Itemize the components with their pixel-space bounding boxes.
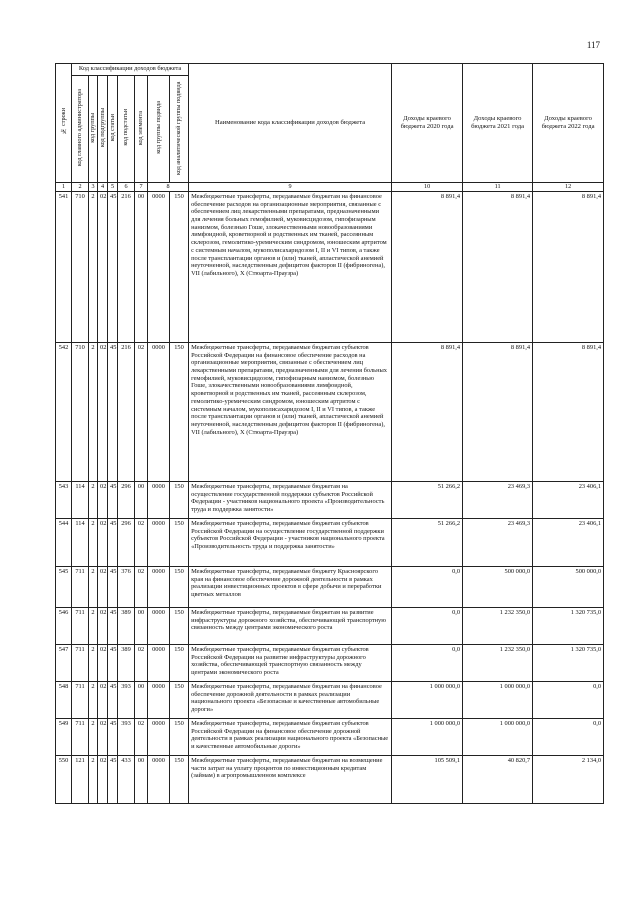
column-number-row [56, 183, 604, 192]
table-row [56, 608, 604, 645]
income-2021-cell: 40 820,7 [463, 756, 533, 804]
row-number-cell: 541 [56, 192, 72, 343]
group-code-cell: 2 [89, 682, 98, 719]
income-2021-cell: 500 000,0 [463, 567, 533, 608]
income-name-cell: Межбюджетные трансферты, передаваемые бюджету Красноярского края на финансовое обеспечение дорожной деятельности в рамках реализации инвестиционных проектов в сфере добычи и переработки цветных металлов [189, 567, 392, 608]
income-2020-cell: 105 509,1 [392, 756, 463, 804]
analytic-group-code-cell: 150 [170, 608, 189, 645]
income-name-cell: Межбюджетные трансферты, передаваемые бюджетам субъектов Российской Федерации на финансовое обеспечение дорожной деятельности в рамках реализации национального проекта «Безопасные и качественные автомобильные дороги» [189, 719, 392, 756]
group-code-cell: 2 [89, 482, 98, 519]
subarticle-code-cell: 376 [118, 567, 135, 608]
subtype-group-code-cell: 0000 [148, 645, 170, 682]
income-2022-cell: 2 134,0 [533, 756, 604, 804]
element-code-cell: 02 [135, 343, 148, 482]
income-2022-cell: 23 406,1 [533, 519, 604, 567]
analytic-group-code-header: код аналитической группы подвида [170, 76, 189, 183]
subtype-group-code-cell: 0000 [148, 343, 170, 482]
admin-code-cell: 114 [72, 519, 89, 567]
article-code-cell: 45 [108, 343, 118, 482]
income-2021-cell: 1 000 000,0 [463, 719, 533, 756]
column-number: 3 [89, 183, 98, 192]
article-code-cell: 45 [108, 567, 118, 608]
column-number: 12 [533, 183, 604, 192]
subgroup-code-header: код подгруппы [98, 76, 108, 183]
analytic-group-code-cell: 150 [170, 343, 189, 482]
subtype-group-code-cell: 0000 [148, 482, 170, 519]
income-2021-cell: 8 891,4 [463, 343, 533, 482]
element-code-cell: 00 [135, 608, 148, 645]
subtype-group-code-cell: 0000 [148, 567, 170, 608]
column-number: 1 [56, 183, 72, 192]
column-number: 9 [189, 183, 392, 192]
column-number: 10 [392, 183, 463, 192]
column-number: 7 [135, 183, 148, 192]
element-code-header: код элемента [135, 76, 148, 183]
group-code-cell: 2 [89, 567, 98, 608]
table-row [56, 192, 604, 343]
income-2020-cell: 0,0 [392, 645, 463, 682]
analytic-group-code-cell: 150 [170, 719, 189, 756]
admin-code-cell: 710 [72, 192, 89, 343]
subtype-group-code-cell: 0000 [148, 519, 170, 567]
income-2022-cell: 1 320 735,0 [533, 608, 604, 645]
income-2022-cell: 0,0 [533, 719, 604, 756]
element-code-cell: 02 [135, 519, 148, 567]
subgroup-code-cell: 02 [98, 519, 108, 567]
table-row [56, 756, 604, 804]
header-row-group [56, 64, 604, 76]
subarticle-code-cell: 393 [118, 719, 135, 756]
admin-code-cell: 114 [72, 482, 89, 519]
income-name-cell: Межбюджетные трансферты, передаваемые бюджетам на финансовое обеспечение дорожной деятельности в рамках реализации национального проекта «Безопасные и качественные автомобильные дороги» [189, 682, 392, 719]
article-code-cell: 45 [108, 519, 118, 567]
analytic-group-code-cell: 150 [170, 645, 189, 682]
income-2022-cell: 1 320 735,0 [533, 645, 604, 682]
subgroup-code-cell: 02 [98, 343, 108, 482]
table-body [56, 192, 604, 804]
column-number: 6 [118, 183, 135, 192]
subgroup-code-cell: 02 [98, 482, 108, 519]
analytic-group-code-cell: 150 [170, 682, 189, 719]
income-2021-cell: 8 891,4 [463, 192, 533, 343]
article-code-cell: 45 [108, 756, 118, 804]
row-number-cell: 545 [56, 567, 72, 608]
table-row [56, 343, 604, 482]
article-code-cell: 45 [108, 645, 118, 682]
income-2022-header: Доходы краевого бюджета 2022 года [533, 64, 604, 183]
column-number: 5 [108, 183, 118, 192]
row-number-cell: 549 [56, 719, 72, 756]
group-code-cell: 2 [89, 645, 98, 682]
subgroup-code-cell: 02 [98, 719, 108, 756]
analytic-group-code-cell: 150 [170, 519, 189, 567]
subgroup-code-cell: 02 [98, 192, 108, 343]
row-number-cell: 546 [56, 608, 72, 645]
analytic-group-code-cell: 150 [170, 192, 189, 343]
article-code-cell: 45 [108, 682, 118, 719]
income-name-cell: Межбюджетные трансферты, передаваемые бюджетам субъектов Российской Федерации на финансовое обеспечение расходов на организационные мероприятия, связанные с обеспечением лиц лекарственными препаратами, предназначенными для лечения больных гемофилией, муковисцидозом, гипофизарным нанизмом, болезнью Гоше, злокачественными новообразованиями лимфоидной, кроветворной и родственных им тканей, рассеянным склерозом, гемолитико-уремическим синдромом, юношеским артритом с системным началом, мукополисахаридозом I, II и VI типов, а также после трансплантации органов и (или) тканей, апластической анемией неуточненной, наследственным дефицитом факторов II (фибриногена), VII (лабильного), X (Стюарта-Праузра) [189, 343, 392, 482]
article-code-cell: 45 [108, 719, 118, 756]
subgroup-code-cell: 02 [98, 682, 108, 719]
column-number: 11 [463, 183, 533, 192]
row-number-header: № строки [56, 64, 72, 183]
income-2021-cell: 1 000 000,0 [463, 682, 533, 719]
income-2021-cell: 23 469,3 [463, 482, 533, 519]
group-code-cell: 2 [89, 756, 98, 804]
table-row [56, 682, 604, 719]
element-code-cell: 02 [135, 645, 148, 682]
analytic-group-code-cell: 150 [170, 756, 189, 804]
income-2022-cell: 8 891,4 [533, 192, 604, 343]
income-name-cell: Межбюджетные трансферты, передаваемые бюджетам субъектов Российской Федерации на осуществление государственной поддержки субъектов Российской Федерации - участников национального проекта «Производительность труда и поддержка занятости» [189, 519, 392, 567]
page-number: 117 [586, 40, 600, 50]
admin-code-cell: 711 [72, 608, 89, 645]
income-2020-cell: 1 000 000,0 [392, 682, 463, 719]
row-number-cell: 550 [56, 756, 72, 804]
group-code-cell: 2 [89, 608, 98, 645]
subgroup-code-cell: 02 [98, 608, 108, 645]
column-number: 4 [98, 183, 108, 192]
income-name-cell: Межбюджетные трансферты, передаваемые бюджетам на возмещение части затрат на уплату процентов по инвестиционным кредитам (займам) в агропромышленном комплексе [189, 756, 392, 804]
income-2021-cell: 1 232 350,0 [463, 608, 533, 645]
table-row [56, 567, 604, 608]
analytic-group-code-cell: 150 [170, 482, 189, 519]
column-number: 8 [148, 183, 189, 192]
element-code-cell: 02 [135, 719, 148, 756]
classification-group-header: Код классификации доходов бюджета [72, 64, 189, 76]
income-2021-header: Доходы краевого бюджета 2021 года [463, 64, 533, 183]
subarticle-code-header: код подстатьи [118, 76, 135, 183]
subtype-group-code-cell: 0000 [148, 682, 170, 719]
group-code-cell: 2 [89, 719, 98, 756]
subarticle-code-cell: 389 [118, 608, 135, 645]
income-name-cell: Межбюджетные трансферты, передаваемые бюджетам субъектов Российской Федерации на развитие инфраструктуры дорожного хозяйства, обеспечивающей транспортную связанность между центрами экономического роста [189, 645, 392, 682]
admin-code-cell: 121 [72, 756, 89, 804]
element-code-cell: 00 [135, 682, 148, 719]
subtype-group-code-cell: 0000 [148, 192, 170, 343]
income-name-cell: Межбюджетные трансферты, передаваемые бюджетам на осуществление государственной поддержки субъектов Российской Федерации - участников национального проекта «Производительность труда и поддержка занятости» [189, 482, 392, 519]
article-code-header: код статьи [108, 76, 118, 183]
admin-code-cell: 710 [72, 343, 89, 482]
income-name-cell: Межбюджетные трансферты, передаваемые бюджетам на развитие инфраструктуры дорожного хозяйства, обеспечивающей транспортную связанность между центрами экономического роста [189, 608, 392, 645]
income-2020-cell: 51 266,2 [392, 482, 463, 519]
row-number-cell: 542 [56, 343, 72, 482]
table-row [56, 719, 604, 756]
income-2022-cell: 500 000,0 [533, 567, 604, 608]
admin-code-cell: 711 [72, 645, 89, 682]
row-number-cell: 544 [56, 519, 72, 567]
name-header: Наименование кода классификации доходов бюджета [189, 64, 392, 183]
admin-code-cell: 711 [72, 567, 89, 608]
income-2020-header: Доходы краевого бюджета 2020 года [392, 64, 463, 183]
subarticle-code-cell: 433 [118, 756, 135, 804]
admin-code-cell: 711 [72, 682, 89, 719]
admin-code-cell: 711 [72, 719, 89, 756]
row-number-cell: 547 [56, 645, 72, 682]
income-2020-cell: 1 000 000,0 [392, 719, 463, 756]
row-number-cell: 548 [56, 682, 72, 719]
income-2020-cell: 8 891,4 [392, 192, 463, 343]
column-number: 2 [72, 183, 89, 192]
group-code-cell: 2 [89, 519, 98, 567]
element-code-cell: 00 [135, 192, 148, 343]
subarticle-code-cell: 393 [118, 682, 135, 719]
subgroup-code-cell: 02 [98, 645, 108, 682]
analytic-group-code-cell: 150 [170, 567, 189, 608]
subgroup-code-cell: 02 [98, 756, 108, 804]
table-row [56, 645, 604, 682]
income-2020-cell: 51 266,2 [392, 519, 463, 567]
subtype-group-code-cell: 0000 [148, 608, 170, 645]
subtype-group-code-cell: 0000 [148, 756, 170, 804]
element-code-cell: 00 [135, 482, 148, 519]
income-classification-table [55, 63, 604, 804]
article-code-cell: 45 [108, 482, 118, 519]
subgroup-code-cell: 02 [98, 567, 108, 608]
subarticle-code-cell: 296 [118, 482, 135, 519]
article-code-cell: 45 [108, 192, 118, 343]
income-2021-cell: 1 232 350,0 [463, 645, 533, 682]
row-number-cell: 543 [56, 482, 72, 519]
income-name-cell: Межбюджетные трансферты, передаваемые бюджетам на финансовое обеспечение расходов на организационные мероприятия, связанные с обеспечением лиц лекарственными препаратами, предназначенными для лечения больных гемофилией, муковисцидозом, гипофизарным нанизмом, болезнью Гоше, злокачественными новообразованиями лимфоидной, кроветворной и родственных им тканей, рассеянным склерозом, гемолитико-уремическим синдромом, юношеским артритом с системным началом, мукополисахаридозом I, II и VI типов, а также после трансплантации органов и (или) тканей, апластической анемией неуточненной, наследственным дефицитом факторов II (фибриногена), VII (лабильного), X (Стюарта-Праузра) [189, 192, 392, 343]
group-code-cell: 2 [89, 343, 98, 482]
subarticle-code-cell: 389 [118, 645, 135, 682]
article-code-cell: 45 [108, 608, 118, 645]
table-row [56, 519, 604, 567]
income-2020-cell: 0,0 [392, 608, 463, 645]
income-2021-cell: 23 469,3 [463, 519, 533, 567]
group-code-cell: 2 [89, 192, 98, 343]
income-2020-cell: 0,0 [392, 567, 463, 608]
subarticle-code-cell: 216 [118, 343, 135, 482]
subtype-group-code-cell: 0000 [148, 719, 170, 756]
table-row [56, 482, 604, 519]
subarticle-code-cell: 296 [118, 519, 135, 567]
element-code-cell: 02 [135, 567, 148, 608]
element-code-cell: 00 [135, 756, 148, 804]
income-2022-cell: 0,0 [533, 682, 604, 719]
income-2022-cell: 23 406,1 [533, 482, 604, 519]
admin-code-header: код главного администратора [72, 76, 89, 183]
group-code-header: код группы [89, 76, 98, 183]
income-2020-cell: 8 891,4 [392, 343, 463, 482]
subarticle-code-cell: 216 [118, 192, 135, 343]
income-2022-cell: 8 891,4 [533, 343, 604, 482]
subtype-group-code-header: код группы подвида [148, 76, 170, 183]
